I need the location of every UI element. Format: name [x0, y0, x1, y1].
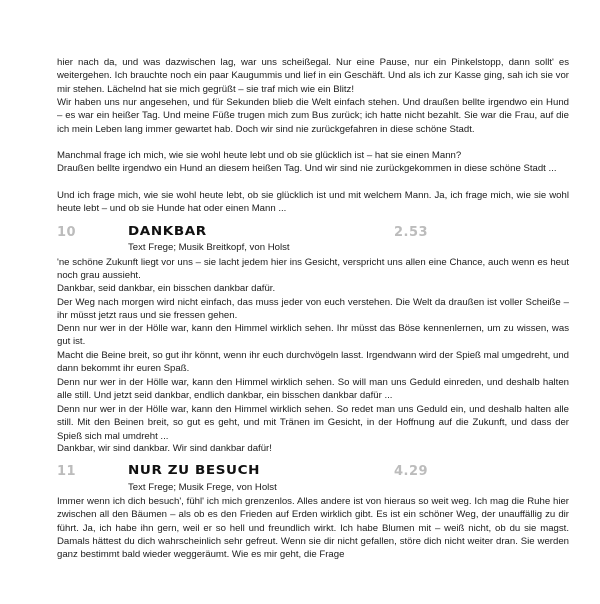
song-title: NUR ZU BESUCH — [128, 463, 261, 478]
lyrics-paragraph: Denn nur wer in der Hölle war, kann den Himmel wirklich sehen. Ihr müsst das Böse kennenlernen, um zu wissen, was gut ist. — [57, 323, 569, 348]
lyrics-paragraph: Dankbar, seid dankbar, ein bisschen dankbar dafür. — [57, 283, 276, 294]
track-number: 10 — [57, 225, 77, 240]
intro-paragraph: Draußen bellte irgendwo ein Hund an diesem heißen Tag. Und wir sind nie zurückgekommen in diese schöne Stadt ... — [57, 163, 557, 174]
intro-paragraph: Wir haben uns nur angesehen, und für Sekunden blieb die Welt einfach stehen. Und draußen bellte irgendwo ein Hund – es war ein heißer Tag. Und meine Füße trugen mich zum Bus zurück; ich hatte nicht bezahlt. Sie war die Frau, auf die ich mein Leben lang immer gewartet hab. Doch wir sind nie zurückgefahren in diese schöne Stadt. — [57, 97, 569, 135]
lyrics-paragraph: Dankbar, wir sind dankbar. Wir sind dankbar dafür! — [57, 443, 272, 454]
lyrics-paragraph: Denn nur wer in der Hölle war, kann den Himmel wirklich sehen. So will man uns Geduld einreden, und deshalb halten alle still. Und jetzt seid dankbar, endlich dankbar, ein bisschen dankbar dafür ... — [57, 377, 569, 402]
track-duration: 2.53 — [394, 225, 429, 240]
track-number: 11 — [57, 464, 77, 479]
song-title: DANKBAR — [128, 224, 207, 239]
lyrics-paragraph: Immer wenn ich dich besuch', fühl' ich mich grenzenlos. Alles andere ist von hieraus so weit weg. Ich mag die Ruhe hier zwischen all den Bäumen – als ob es den Frieden auf Erden wirklich gibt. Es ist ein schöner Weg, der unauffällig zu dir führt. Ja, ich habe ihn gern, weil er so hell und freundlich wirkt. Ich habe Blumen mit – weiß nicht, ob du sie magst. Damals hättest du dich wahrscheinlich sehr gefreut. Wenn sie dir nicht gefallen, störe dich nicht weiter dran. Sie werden ganz bestimmt bald wieder weggeräumt. Wie es mir geht, die Frage — [57, 496, 569, 561]
intro-paragraph: Und ich frage mich, wie sie wohl heute lebt, ob sie glücklich ist und mit welchem Mann. Ja, ich frage mich, wie sie wohl heute lebt – und ob sie Hunde hat oder einen Mann ... — [57, 190, 569, 215]
lyrics-paragraph: Macht die Beine breit, so gut ihr könnt, wenn ihr euch durchvögeln lasst. Irgendwann wird der Spieß mal umgedreht, und dann bekommt ihr euren Spaß. — [57, 350, 569, 375]
intro-paragraph: Manchmal frage ich mich, wie sie wohl heute lebt und ob sie glücklich ist – hat sie einen Mann? — [57, 150, 462, 161]
song-credits: Text Frege; Musik Frege, von Holst — [128, 482, 277, 493]
lyrics-paragraph: 'ne schöne Zukunft liegt vor uns – sie lacht jedem hier ins Gesicht, verspricht uns allen eine Chance, auch wenn es heut noch grau aussieht. — [57, 257, 569, 282]
lyrics-paragraph: Denn nur wer in der Hölle war, kann den Himmel wirklich sehen. So redet man uns Geduld ein, und deshalb halten alle still. Mit den Beinen breit, so gut es geht, und mit Tränen im Gesicht, in der Hoffnung auf die Zukunft, und dass der Spieß sich mal umdreht ... — [57, 404, 569, 442]
intro-paragraph: hier nach da, und was dazwischen lag, war uns scheißegal. Nur eine Pause, nur ein Pinkelstopp, dann sollt' es weitergehen. Ich brauchte noch ein paar Kaugummis und lief in ein Geschäft. Und als ich zur Kasse ging, sah ich sie vor mir stehen. Lächelnd hat sie mich gegrüßt – sie traf mich wie ein Blitz! — [57, 57, 569, 95]
lyrics-paragraph: Der Weg nach morgen wird nicht einfach, das muss jeder von euch verstehen. Die Welt da draußen ist voller Scheiße – ihr müsst jetzt raus und sie fressen gehen. — [57, 297, 569, 322]
track-duration: 4.29 — [394, 464, 429, 479]
song-credits: Text Frege; Musik Breitkopf, von Holst — [128, 242, 290, 253]
